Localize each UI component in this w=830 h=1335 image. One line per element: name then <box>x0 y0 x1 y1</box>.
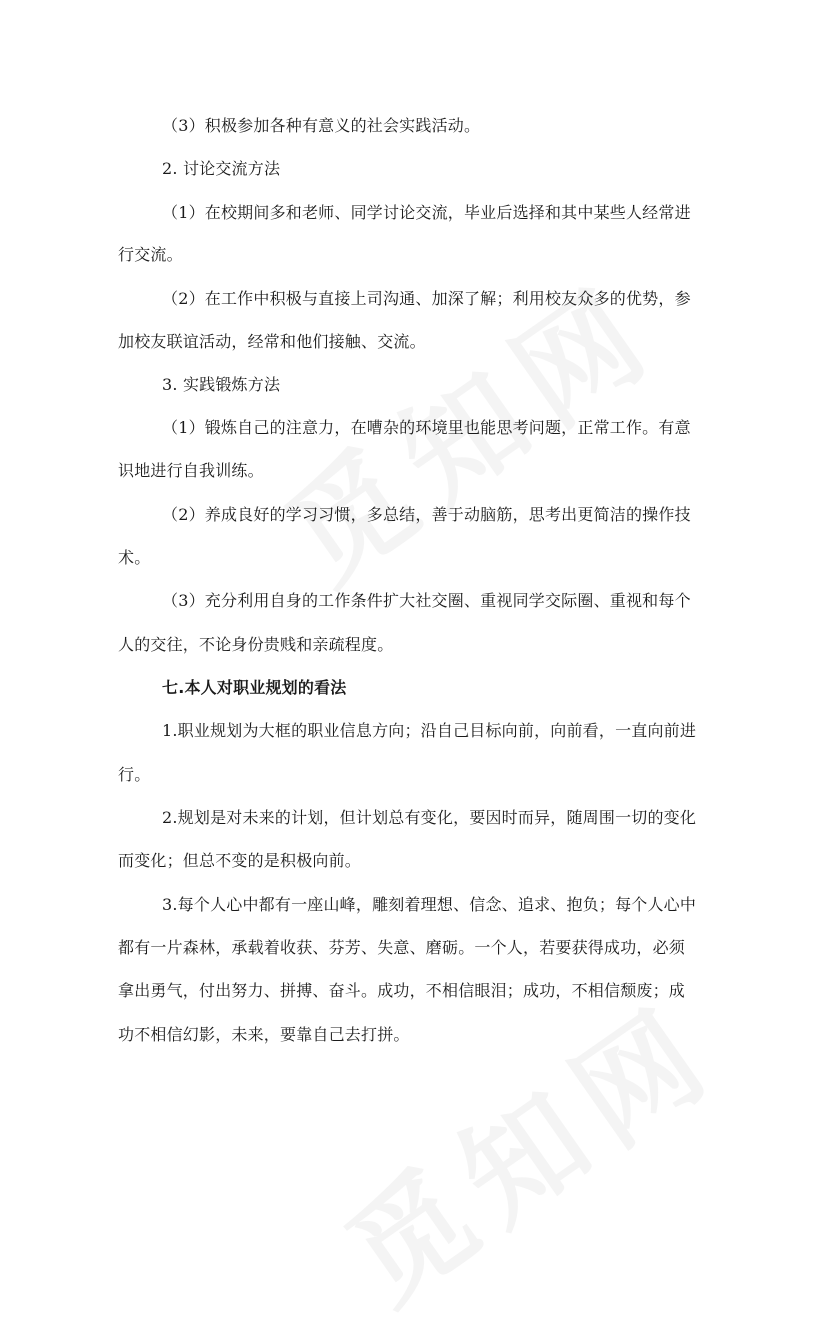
paragraph-line: （2）养成良好的学习习惯，多总结，善于动脑筋，思考出更简洁的操作技 <box>162 505 691 524</box>
paragraph-line: （2）在工作中积极与直接上司沟通、加深了解；利用校友众多的优势，参 <box>162 289 691 308</box>
paragraph-line: 行。 <box>118 765 151 784</box>
section-heading: 2. 讨论交流方法 <box>162 159 281 178</box>
section-heading: 3. 实践锻炼方法 <box>162 375 281 394</box>
paragraph-line: （1）在校期间多和老师、同学讨论交流，毕业后选择和其中某些人经常进 <box>162 203 691 222</box>
paragraph-line: 3.每个人心中都有一座山峰，雕刻着理想、信念、追求、抱负；每个人心中 <box>162 895 697 914</box>
chapter-heading: 七.本人对职业规划的看法 <box>162 678 347 697</box>
paragraph-line: 拿出勇气，付出努力、拼搏、奋斗。成功，不相信眼泪；成功，不相信颓废；成 <box>118 981 686 1000</box>
paragraph-line: 1.职业规划为大框的职业信息方向；沿自己目标向前，向前看，一直向前进 <box>162 721 697 740</box>
paragraph-line: 术。 <box>118 548 151 567</box>
paragraph-line: 2.规划是对未来的计划，但计划总有变化，要因时而异，随周围一切的变化 <box>162 808 697 827</box>
paragraph-line: 识地进行自我训练。 <box>118 461 264 480</box>
watermark <box>308 957 746 1335</box>
paragraph-line: 而变化；但总不变的是积极向前。 <box>118 851 362 870</box>
paragraph-line: 人的交往，不论身份贵贱和亲疏程度。 <box>118 635 394 654</box>
paragraph-line: 行交流。 <box>118 245 183 264</box>
paragraph-line: （3）充分利用自身的工作条件扩大社交圈、重视同学交际圈、重视和每个 <box>162 591 691 610</box>
paragraph-line: 功不相信幻影，未来，要靠自己去打拼。 <box>118 1025 410 1044</box>
paragraph-line: 都有一片森林，承载着收获、芬芳、失意、磨砺。一个人，若要获得成功，必须 <box>118 938 686 957</box>
paragraph-line: 加校友联谊活动，经常和他们接触、交流。 <box>118 332 426 351</box>
paragraph-line: （3）积极参加各种有意义的社会实践活动。 <box>162 116 481 135</box>
paragraph-line: （1）锻炼自己的注意力，在嘈杂的环境里也能思考问题，正常工作。有意 <box>162 418 691 437</box>
